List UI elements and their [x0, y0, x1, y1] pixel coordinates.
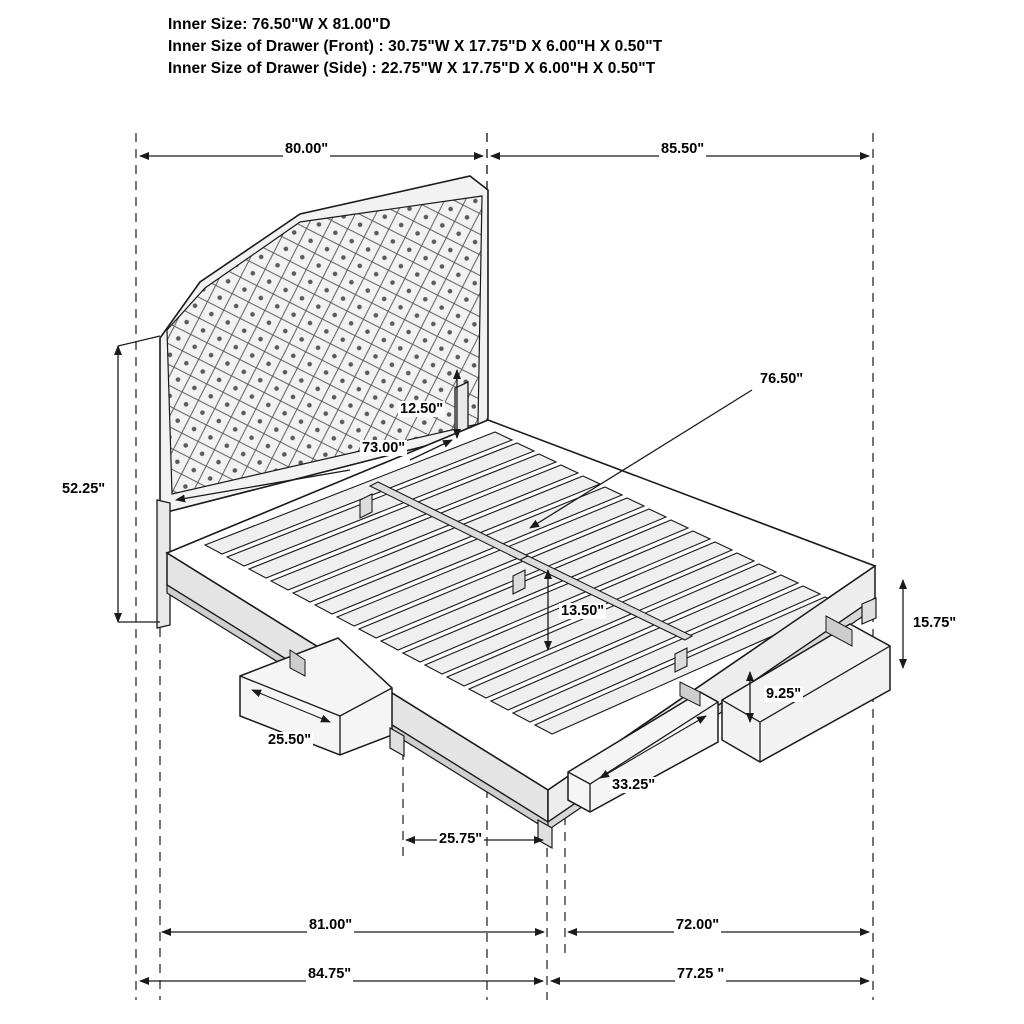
dimension-label: 72.00": [676, 917, 720, 933]
dimension-label: 52.25": [62, 481, 106, 497]
dimension-label: 12.50": [400, 401, 444, 417]
spec-line-2: Inner Size of Drawer (Front) : 30.75"W X 17.75"D X 6.00"H X 0.50"T: [168, 38, 663, 55]
dimension-label: 13.50": [561, 603, 605, 619]
dimension-label: 9.25": [766, 686, 802, 702]
dimension-label: 25.75": [439, 831, 483, 847]
dimension-label: 73.00": [362, 440, 406, 456]
dimension-label: 77.25 ": [677, 966, 725, 982]
dimension-label: 80.00": [285, 141, 329, 157]
dimension-label: 15.75": [913, 615, 957, 631]
dimension-label: 33.25": [612, 777, 656, 793]
dimension-label: 76.50": [760, 371, 804, 387]
spec-line-1: Inner Size: 76.50"W X 81.00"D: [168, 16, 391, 33]
dimension-label: 81.00": [309, 917, 353, 933]
dimension-label: 85.50": [661, 141, 705, 157]
dimension-label: 84.75": [308, 966, 352, 982]
dimension-label: 25.50": [268, 732, 312, 748]
spec-line-3: Inner Size of Drawer (Side) : 22.75"W X 17.75"D X 6.00"H X 0.50"T: [168, 60, 656, 77]
